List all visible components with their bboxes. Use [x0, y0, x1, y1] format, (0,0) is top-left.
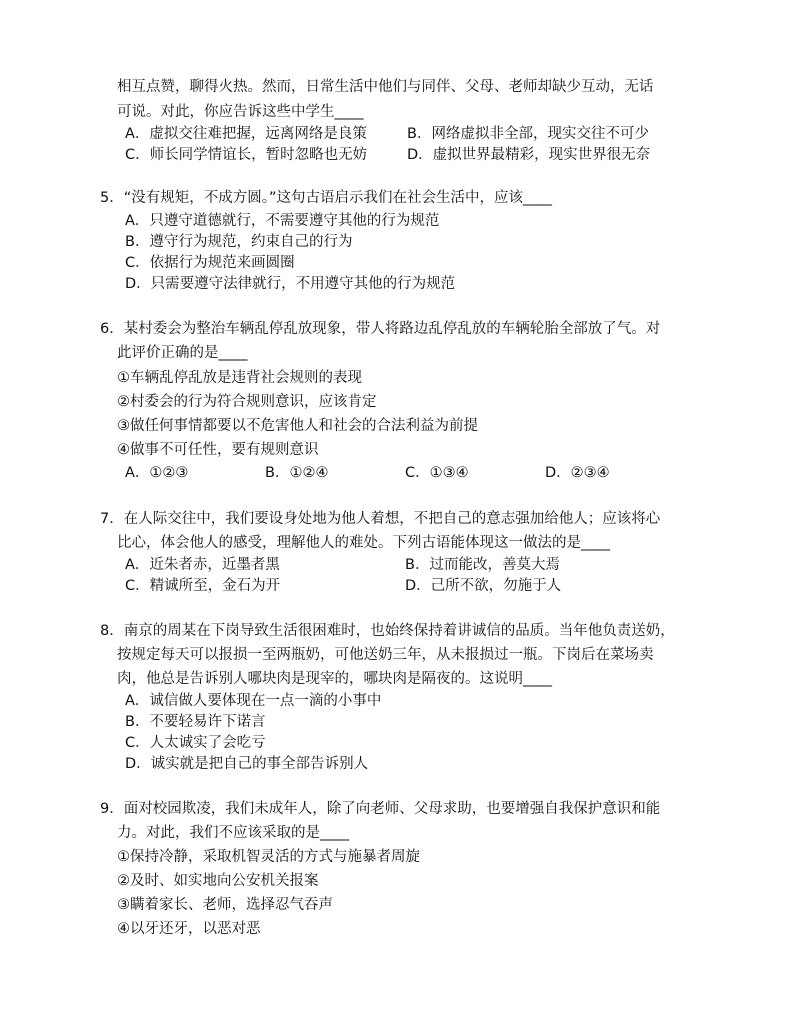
intro-option-c: C．师长同学情谊长，暂时忽略也无妨: [125, 147, 368, 163]
q6-item-2: ②村委会的行为符合规则意识，应该肯定: [117, 394, 377, 410]
q9-item-4: ④以牙还牙，以恶对恶: [117, 921, 261, 937]
q6-item-1: ①车辆乱停乱放是违背社会规则的表现: [117, 370, 362, 386]
intro-stem-line-2: 可说。对此，你应告诉这些中学生____: [117, 104, 364, 120]
q8-option-b: B．不要轻易许下诺言: [125, 714, 266, 730]
q6-option-a: A．①②③: [125, 465, 189, 481]
q9-stem-line-2: 力。对此，我们不应该采取的是____: [117, 825, 349, 841]
q5-option-d: D．只需要遵守法律就行，不用遵守其他的行为规范: [125, 276, 456, 292]
q6-item-3: ③做任何事情都要以不危害他人和社会的合法利益为前提: [117, 418, 478, 434]
q8-stem-line-1: 8．南京的周某在下岗导致生活很困难时，也始终保持着讲诚信的品质。当年他负责送奶，: [100, 623, 675, 639]
q8-option-d: D．诚实就是把自己的事全部告诉别人: [125, 756, 369, 772]
q9-stem-line-1: 9．面对校园欺凌，我们未成年人，除了向老师、父母求助，也要增强自我保护意识和能: [100, 801, 661, 817]
q9-item-3: ③瞒着家长、老师，选择忍气吞声: [117, 897, 333, 913]
q7-stem-line-1: 7．在人际交往中，我们要设身处地为他人着想，不把自己的意志强加给他人；应该将心: [100, 511, 661, 527]
intro-stem-line-1: 相互点赞，聊得火热。然而，日常生活中他们与同伴、父母、老师却缺少互动，无话: [117, 79, 654, 95]
q6-option-c: C．①③④: [405, 465, 469, 481]
intro-option-d: D．虚拟世界最精彩，现实世界很无奈: [407, 147, 651, 163]
q7-stem-line-2: 比心，体会他人的感受，理解他人的难处。下列古语能体现这一做法的是____: [117, 535, 610, 551]
intro-option-b: B．网络虚拟非全部，现实交往不可少: [407, 126, 649, 142]
q6-item-4: ④做事不可任性，要有规则意识: [117, 442, 319, 458]
q5-option-b: B．遵守行为规范，约束自己的行为: [125, 234, 353, 250]
q6-option-b: B．①②④: [265, 465, 329, 481]
q9-item-2: ②及时、如实地向公安机关报案: [117, 873, 319, 889]
q7-option-c: C．精诚所至，金石为开: [125, 578, 281, 594]
q6-stem-line-2: 此评价正确的是____: [117, 345, 248, 361]
q9-item-1: ①保持冷静，采取机智灵活的方式与施暴者周旋: [117, 849, 420, 865]
q5-option-c: C．依据行为规范来画圆圈: [125, 255, 295, 271]
q5-option-a: A．只遵守道德就行，不需要遵守其他的行为规范: [125, 213, 440, 229]
q6-option-d: D．②③④: [545, 465, 610, 481]
intro-option-a: A．虚拟交往难把握，远离网络是良策: [125, 126, 367, 142]
q8-option-c: C．人太诚实了会吃亏: [125, 735, 266, 751]
q7-option-a: A．近朱者赤，近墨者黑: [125, 557, 280, 573]
q6-stem-line-1: 6．某村委会为整治车辆乱停乱放现象，带人将路边乱停乱放的车辆轮胎全部放了气。对: [100, 321, 661, 337]
q8-option-a: A．诚信做人要体现在一点一滴的小事中: [125, 693, 382, 709]
q8-stem-line-3: 肉，他总是告诉别人哪块肉是现宰的，哪块肉是隔夜的。这说明____: [117, 671, 552, 687]
q7-option-b: B．过而能改，善莫大焉: [405, 557, 560, 573]
q5-stem: 5．“没有规矩，不成方圆。”这句古语启示我们在社会生活中，应该____: [100, 190, 552, 206]
q7-option-d: D．己所不欲，勿施于人: [405, 578, 562, 594]
q8-stem-line-2: 按规定每天可以报损一至两瓶奶，可他送奶三年，从未报损过一瓶。下岗后在菜场卖: [117, 647, 654, 663]
